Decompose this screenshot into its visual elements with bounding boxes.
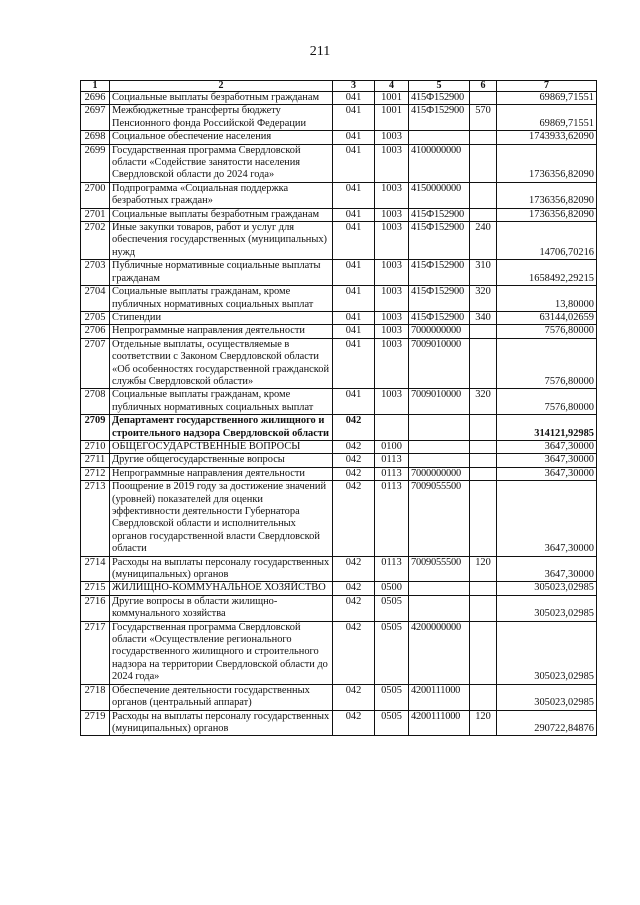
row-gr-code: 041 (333, 325, 375, 338)
table-row (81, 454, 597, 467)
row-rz-code (375, 415, 409, 441)
row-number: 2696 (81, 92, 110, 105)
row-sum: 3647,30000 (497, 556, 597, 582)
row-rz-code: 0505 (375, 710, 409, 736)
row-number: 2701 (81, 208, 110, 221)
table-row (81, 415, 597, 441)
row-rz-code: 0100 (375, 440, 409, 453)
row-name: Непрограммные направления деятельности (110, 467, 333, 480)
row-sum: 314121,92985 (497, 415, 597, 441)
row-csr-code: 415Ф152900 (409, 286, 470, 312)
header-cell: 6 (470, 81, 497, 92)
row-number: 2711 (81, 454, 110, 467)
row-gr-code: 042 (333, 582, 375, 595)
row-vr-code (470, 440, 497, 453)
row-csr-code: 4150000000 (409, 182, 470, 208)
table-row (81, 389, 597, 415)
row-number: 2713 (81, 481, 110, 556)
table-row (81, 582, 597, 595)
row-vr-code: 340 (470, 311, 497, 324)
header-cell: 5 (409, 81, 470, 92)
row-csr-code: 415Ф152900 (409, 222, 470, 260)
row-sum: 3647,30000 (497, 440, 597, 453)
row-gr-code: 042 (333, 684, 375, 710)
row-vr-code (470, 92, 497, 105)
row-rz-code: 0505 (375, 684, 409, 710)
table-row (81, 595, 597, 621)
header-cell: 4 (375, 81, 409, 92)
row-gr-code: 041 (333, 208, 375, 221)
row-rz-code: 1003 (375, 286, 409, 312)
row-vr-code (470, 415, 497, 441)
row-gr-code: 041 (333, 222, 375, 260)
table-row (81, 131, 597, 144)
row-sum: 305023,02985 (497, 684, 597, 710)
row-rz-code: 0113 (375, 467, 409, 480)
table-body (81, 92, 597, 736)
row-csr-code: 7009010000 (409, 338, 470, 389)
table-row (81, 338, 597, 389)
row-number: 2697 (81, 105, 110, 131)
row-name: Иные закупки товаров, работ и услуг для обеспечения государственных (муниципальных) нужд (110, 222, 333, 260)
row-vr-code (470, 595, 497, 621)
row-number: 2715 (81, 582, 110, 595)
row-vr-code: 320 (470, 389, 497, 415)
row-csr-code: 415Ф152900 (409, 208, 470, 221)
row-gr-code: 042 (333, 440, 375, 453)
header-cell: 1 (81, 81, 110, 92)
row-name: Социальные выплаты безработным гражданам (110, 208, 333, 221)
row-sum: 69869,71551 (497, 105, 597, 131)
row-number: 2700 (81, 182, 110, 208)
row-number: 2702 (81, 222, 110, 260)
table-row (81, 92, 597, 105)
row-csr-code: 4100000000 (409, 144, 470, 182)
header-cell: 7 (497, 81, 597, 92)
row-rz-code: 1003 (375, 338, 409, 389)
row-csr-code: 415Ф152900 (409, 92, 470, 105)
row-name: Другие общегосударственные вопросы (110, 454, 333, 467)
row-vr-code (470, 481, 497, 556)
row-number: 2714 (81, 556, 110, 582)
table-row (81, 144, 597, 182)
table-row (81, 684, 597, 710)
row-name: Отдельные выплаты, осуществляемые в соответствии с Законом Свердловской области «Об особенностях государственной гражданской службы Свердловской области» (110, 338, 333, 389)
row-csr-code (409, 595, 470, 621)
row-name: Другие вопросы в области жилищно-коммунального хозяйства (110, 595, 333, 621)
row-sum: 290722,84876 (497, 710, 597, 736)
row-vr-code: 310 (470, 260, 497, 286)
row-rz-code: 1003 (375, 131, 409, 144)
row-gr-code: 041 (333, 131, 375, 144)
row-name: Обеспечение деятельности государственных органов (центральный аппарат) (110, 684, 333, 710)
row-csr-code: 7009055500 (409, 556, 470, 582)
table-row (81, 467, 597, 480)
row-number: 2712 (81, 467, 110, 480)
row-sum: 305023,02985 (497, 621, 597, 684)
row-sum: 7576,80000 (497, 325, 597, 338)
row-rz-code: 0113 (375, 481, 409, 556)
row-gr-code: 042 (333, 621, 375, 684)
row-rz-code: 0113 (375, 454, 409, 467)
row-csr-code: 415Ф152900 (409, 260, 470, 286)
row-name: Социальное обеспечение населения (110, 131, 333, 144)
row-vr-code (470, 467, 497, 480)
table-row (81, 440, 597, 453)
row-csr-code: 415Ф152900 (409, 311, 470, 324)
table-row (81, 481, 597, 556)
row-rz-code: 0505 (375, 595, 409, 621)
table-row (81, 286, 597, 312)
row-number: 2704 (81, 286, 110, 312)
row-number: 2718 (81, 684, 110, 710)
row-sum: 3647,30000 (497, 467, 597, 480)
row-name: Подпрограмма «Социальная поддержка безработных граждан» (110, 182, 333, 208)
row-sum: 1736356,82090 (497, 182, 597, 208)
row-vr-code (470, 684, 497, 710)
row-csr-code: 4200000000 (409, 621, 470, 684)
row-rz-code: 0505 (375, 621, 409, 684)
row-gr-code: 041 (333, 105, 375, 131)
row-name: Социальные выплаты безработным гражданам (110, 92, 333, 105)
row-name: Поощрение в 2019 году за достижение значений (уровней) показателей для оценки эффективности деятельности Губернатора Свердловской области и исполнительных органов государственной власти Свердловской области (110, 481, 333, 556)
row-rz-code: 1001 (375, 105, 409, 131)
row-sum: 1658492,29215 (497, 260, 597, 286)
row-name: Расходы на выплаты персоналу государственных (муниципальных) органов (110, 556, 333, 582)
row-number: 2717 (81, 621, 110, 684)
row-sum: 305023,02985 (497, 595, 597, 621)
row-vr-code (470, 621, 497, 684)
row-rz-code: 1003 (375, 144, 409, 182)
row-rz-code: 1003 (375, 325, 409, 338)
row-name: ЖИЛИЩНО-КОММУНАЛЬНОЕ ХОЗЯЙСТВО (110, 582, 333, 595)
row-gr-code: 042 (333, 454, 375, 467)
row-vr-code (470, 325, 497, 338)
table-row (81, 208, 597, 221)
row-gr-code: 041 (333, 311, 375, 324)
row-sum: 305023,02985 (497, 582, 597, 595)
row-gr-code: 041 (333, 260, 375, 286)
table-row (81, 260, 597, 286)
row-name: Департамент государственного жилищного и строительного надзора Свердловской области (110, 415, 333, 441)
row-number: 2708 (81, 389, 110, 415)
row-number: 2709 (81, 415, 110, 441)
row-gr-code: 042 (333, 710, 375, 736)
row-vr-code (470, 582, 497, 595)
row-sum: 13,80000 (497, 286, 597, 312)
row-gr-code: 041 (333, 286, 375, 312)
row-vr-code: 120 (470, 710, 497, 736)
row-gr-code: 042 (333, 595, 375, 621)
row-gr-code: 041 (333, 338, 375, 389)
row-vr-code (470, 182, 497, 208)
row-vr-code: 120 (470, 556, 497, 582)
table-row (81, 710, 597, 736)
row-vr-code (470, 338, 497, 389)
row-csr-code: 4200111000 (409, 710, 470, 736)
row-csr-code: 7009010000 (409, 389, 470, 415)
table-row (81, 325, 597, 338)
row-number: 2705 (81, 311, 110, 324)
row-number: 2699 (81, 144, 110, 182)
row-csr-code: 415Ф152900 (409, 105, 470, 131)
row-name: Публичные нормативные социальные выплаты гражданам (110, 260, 333, 286)
row-gr-code: 042 (333, 556, 375, 582)
row-gr-code: 041 (333, 144, 375, 182)
row-vr-code (470, 131, 497, 144)
row-vr-code (470, 454, 497, 467)
row-vr-code: 570 (470, 105, 497, 131)
row-vr-code (470, 144, 497, 182)
row-csr-code: 7009055500 (409, 481, 470, 556)
row-gr-code: 042 (333, 415, 375, 441)
row-csr-code: 4200111000 (409, 684, 470, 710)
row-rz-code: 0113 (375, 556, 409, 582)
row-sum: 1743933,62090 (497, 131, 597, 144)
row-rz-code: 1003 (375, 222, 409, 260)
row-name: Стипендии (110, 311, 333, 324)
row-rz-code: 1003 (375, 389, 409, 415)
row-name: Непрограммные направления деятельности (110, 325, 333, 338)
row-sum: 7576,80000 (497, 389, 597, 415)
table-header-row (81, 81, 597, 92)
row-gr-code: 042 (333, 467, 375, 480)
row-name: Государственная программа Свердловской области «Содействие занятости населения Свердловской области до 2024 года» (110, 144, 333, 182)
row-vr-code: 320 (470, 286, 497, 312)
row-sum: 14706,70216 (497, 222, 597, 260)
row-vr-code (470, 208, 497, 221)
row-name: Расходы на выплаты персоналу государственных (муниципальных) органов (110, 710, 333, 736)
row-sum: 63144,02659 (497, 311, 597, 324)
row-number: 2706 (81, 325, 110, 338)
row-gr-code: 041 (333, 182, 375, 208)
page-number: 211 (309, 44, 331, 59)
row-rz-code: 1003 (375, 208, 409, 221)
table-row (81, 621, 597, 684)
row-csr-code (409, 415, 470, 441)
table-row (81, 182, 597, 208)
row-number: 2698 (81, 131, 110, 144)
row-gr-code: 041 (333, 92, 375, 105)
row-number: 2707 (81, 338, 110, 389)
row-csr-code (409, 131, 470, 144)
row-sum: 3647,30000 (497, 481, 597, 556)
row-rz-code: 1001 (375, 92, 409, 105)
table-row (81, 556, 597, 582)
row-vr-code: 240 (470, 222, 497, 260)
row-name: Социальные выплаты гражданам, кроме публичных нормативных социальных выплат (110, 286, 333, 312)
row-sum: 7576,80000 (497, 338, 597, 389)
row-rz-code: 0500 (375, 582, 409, 595)
row-csr-code: 7000000000 (409, 467, 470, 480)
row-rz-code: 1003 (375, 311, 409, 324)
row-gr-code: 042 (333, 481, 375, 556)
table-row (81, 105, 597, 131)
row-csr-code (409, 454, 470, 467)
row-name: Государственная программа Свердловской области «Осуществление регионального государственного жилищного и строительного надзора на территории Свердловской области до 2024 года» (110, 621, 333, 684)
header-cell: 2 (110, 81, 333, 92)
row-sum: 69869,71551 (497, 92, 597, 105)
header-cell: 3 (333, 81, 375, 92)
row-name: Социальные выплаты гражданам, кроме публичных нормативных социальных выплат (110, 389, 333, 415)
row-csr-code (409, 440, 470, 453)
table-row (81, 222, 597, 260)
row-sum: 1736356,82090 (497, 144, 597, 182)
row-number: 2703 (81, 260, 110, 286)
budget-table (80, 80, 597, 736)
row-rz-code: 1003 (375, 182, 409, 208)
row-rz-code: 1003 (375, 260, 409, 286)
table-row (81, 311, 597, 324)
row-name: ОБЩЕГОСУДАРСТВЕННЫЕ ВОПРОСЫ (110, 440, 333, 453)
row-number: 2716 (81, 595, 110, 621)
row-sum: 3647,30000 (497, 454, 597, 467)
row-number: 2710 (81, 440, 110, 453)
row-sum: 1736356,82090 (497, 208, 597, 221)
row-csr-code (409, 582, 470, 595)
row-name: Межбюджетные трансферты бюджету Пенсионного фонда Российской Федерации (110, 105, 333, 131)
row-number: 2719 (81, 710, 110, 736)
row-csr-code: 7000000000 (409, 325, 470, 338)
row-gr-code: 041 (333, 389, 375, 415)
